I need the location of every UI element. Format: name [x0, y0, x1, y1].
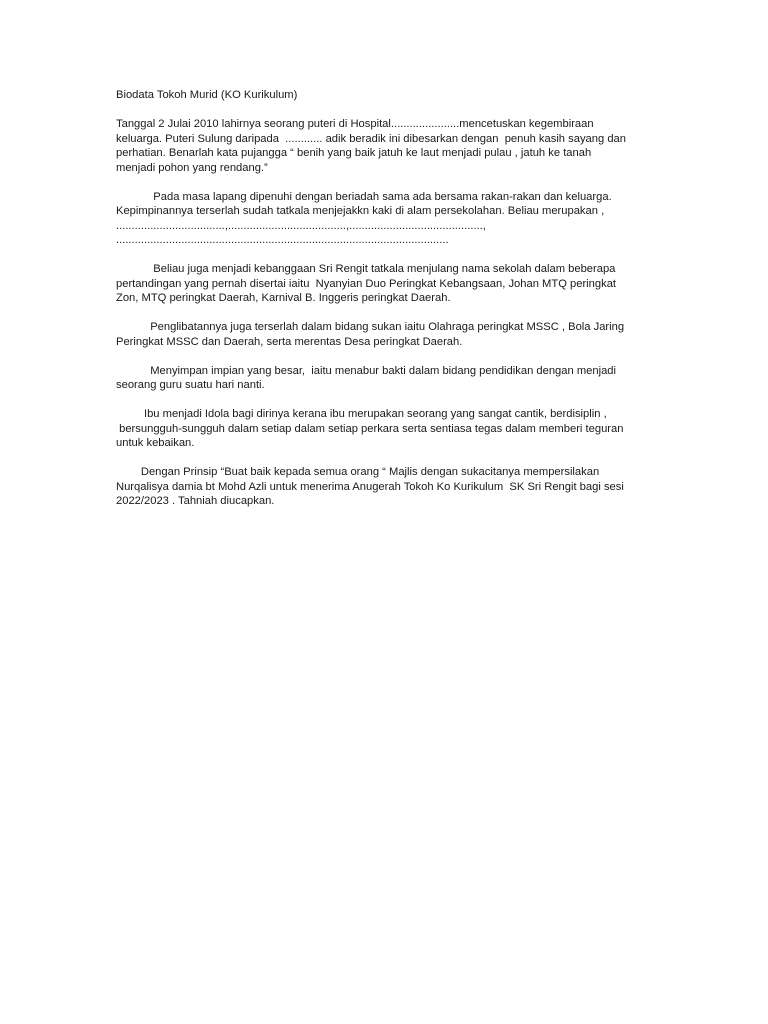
paragraph-line: pertandingan yang pernah disertai iaitu Nyanyian Duo Peringkat Kebangsaan, Johan MTQ peringkat [116, 277, 617, 290]
document-body [116, 88, 656, 523]
paragraph-line: Tanggal 2 Julai 2010 lahirnya seorang puteri di Hospital......................mencetuskan kegembiraan [116, 118, 594, 130]
paragraph-line: Peringkat MSSC dan Daerah, serta merentas Desa peringkat Daerah. [116, 335, 463, 348]
paragraph-line: perhatian. Benarlah kata pujangga “ benih yang baik jatuh ke laut menjadi pulau , jatuh ke tanah [116, 147, 592, 159]
paragraph-line: ...................................,......................................,..........................................., [116, 219, 486, 232]
paragraph [116, 364, 656, 393]
paragraph-line: ........................................................................................................... [116, 234, 449, 246]
paragraph-line: Pada masa lapang dipenuhi dengan beriadah sama ada bersama rakan-rakan dan keluarga. [116, 190, 612, 203]
paragraph [116, 320, 656, 349]
paragraph-line: untuk kebaikan. [116, 437, 195, 449]
paragraph [116, 117, 656, 175]
paragraph [116, 190, 656, 248]
paragraph-line: Menyimpan impian yang besar, iaitu menabur bakti dalam bidang pendidikan dengan menjadi [116, 364, 617, 377]
paragraph-line: Zon, MTQ peringkat Daerah, Karnival B. Inggeris peringkat Daerah. [116, 292, 451, 304]
paragraph-line: bersungguh-sungguh dalam setiap dalam setiap perkara serta sentiasa tegas dalam memberi teguran [116, 422, 624, 435]
paragraph-line: keluarga. Puteri Sulung daripada ............ adik beradik ini dibesarkan dengan penuh kasih sayang dan [116, 132, 626, 145]
paragraph-line: seorang guru suatu hari nanti. [116, 379, 265, 391]
paragraph-list [116, 117, 656, 509]
paragraph-line: menjadi pohon yang rendang.” [116, 161, 268, 174]
paragraph-line: Beliau juga menjadi kebanggaan Sri Rengit tatkala menjulang nama sekolah dalam beberapa [116, 263, 616, 275]
paragraph-line: 2022/2023 . Tahniah diucapkan. [116, 495, 275, 507]
paragraph-line: Kepimpinannya terserlah sudah tatkala menjejakkn kaki di alam persekolahan. Beliau merupakan , [116, 205, 605, 217]
paragraph [116, 465, 656, 509]
document-title: Biodata Tokoh Murid (KO Kurikulum) [116, 89, 298, 101]
paragraph [116, 262, 656, 306]
paragraph-line: Dengan Prinsip “Buat baik kepada semua orang “ Majlis dengan sukacitanya mempersilakan [116, 466, 600, 478]
paragraph-line: Ibu menjadi Idola bagi dirinya kerana ibu merupakan seorang yang sangat cantik, berdisiplin , [116, 408, 607, 420]
paragraph-line: Penglibatannya juga terserlah dalam bidang sukan iaitu Olahraga peringkat MSSC , Bola Jaring [116, 321, 625, 333]
paragraph [116, 407, 656, 451]
paragraph-line: Nurqalisya damia bt Mohd Azli untuk menerima Anugerah Tokoh Ko Kurikulum SK Sri Rengit bagi sesi [116, 480, 624, 493]
